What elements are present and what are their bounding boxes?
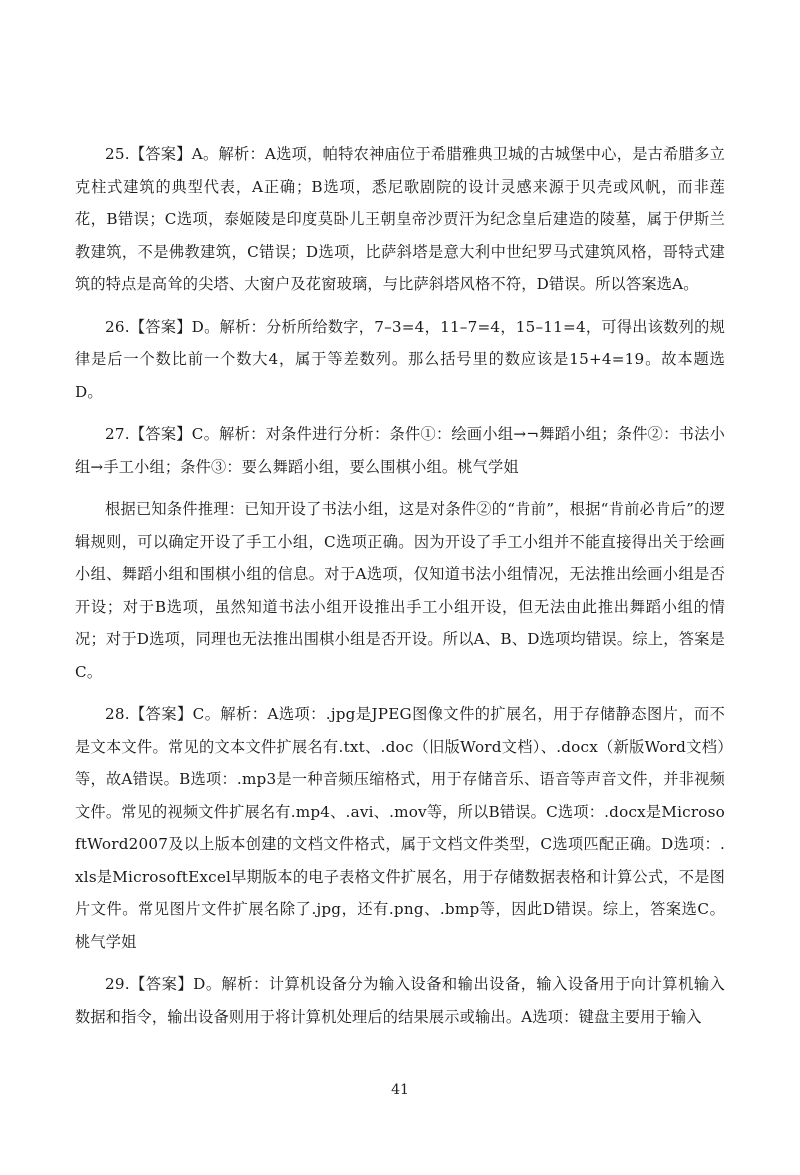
answer-29-paragraph: 29.【答案】D。解析：计算机设备分为输入设备和输出设备，输入设备用于向计算机输入数据和指令，输出设备则用于将计算机处理后的结果展示或输出。A选项：键盘主要用于输入	[75, 975, 725, 1026]
answer-27-reasoning-paragraph: 根据已知条件推理：已知开设了书法小组，这是对条件②的“肯前”，根据“肯前必肯后”的逻辑规则，可以确定开设了手工小组，C选项正确。因为开设了手工小组并不能直接得出关于绘画小组、舞蹈小组和围棋小组的信息。对于A选项，仅知道书法小组情况，无法推出绘画小组是否开设；对于B选项，虽然知道书法小组开设推出手工小组开设，但无法由此推出舞蹈小组的情况；对于D选项，同理也无法推出围棋小组是否开设。所以A、B、D选项均错误。综上，答案是C。	[75, 500, 725, 681]
answer-26-paragraph: 26.【答案】D。解析：分析所给数字，7–3=4，11–7=4，15–11=4，可得出该数列的规律是后一个数比前一个数大4，属于等差数列。那么括号里的数应该是15+4=19。故本题选D。	[75, 317, 725, 401]
page-content	[75, 138, 725, 1043]
answer-27-paragraph: 27.【答案】C。解析：对条件进行分析：条件①：绘画小组→¬舞蹈小组；条件②：书法小组→手工小组；条件③：要么舞蹈小组，要么围棋小组。桃气学姐	[75, 425, 725, 476]
page-number: 41	[391, 1082, 409, 1098]
answer-28-paragraph: 28.【答案】C。解析：A选项：.jpg是JPEG图像文件的扩展名，用于存储静态图片，而不是文本文件。常见的文本文件扩展名有.txt、.doc（旧版Word文档）、.docx（新版Word文档）等，故A错误。B选项：.mp3是一种音频压缩格式，用于存储音乐、语音等声音文件，并非视频文件。常见的视频文件扩展名有.mp4、.avi、.mov等，所以B错误。C选项：.docx是MicrosoftWord2007及以上版本创建的文档文件格式，属于文档文件类型，C选项匹配正确。D选项：.xls是MicrosoftExcel早期版本的电子表格文件扩展名，用于存储数据表格和计算公式，不是图片文件。常见图片文件扩展名除了.jpg，还有.png、.bmp等，因此D错误。综上，答案选C。桃气学姐	[75, 705, 725, 951]
answer-25-paragraph: 25.【答案】A。解析：A选项，帕特农神庙位于希腊雅典卫城的古城堡中心，是古希腊多立克柱式建筑的典型代表，A正确；B选项，悉尼歌剧院的设计灵感来源于贝壳或风帆，而非莲花，B错误；C选项，泰姬陵是印度莫卧儿王朝皇帝沙贾汗为纪念皇后建造的陵墓，属于伊斯兰教建筑，不是佛教建筑，C错误；D选项，比萨斜塔是意大利中世纪罗马式建筑风格，哥特式建筑的特点是高耸的尖塔、大窗户及花窗玻璃，与比萨斜塔风格不符，D错误。所以答案选A。	[75, 145, 725, 293]
